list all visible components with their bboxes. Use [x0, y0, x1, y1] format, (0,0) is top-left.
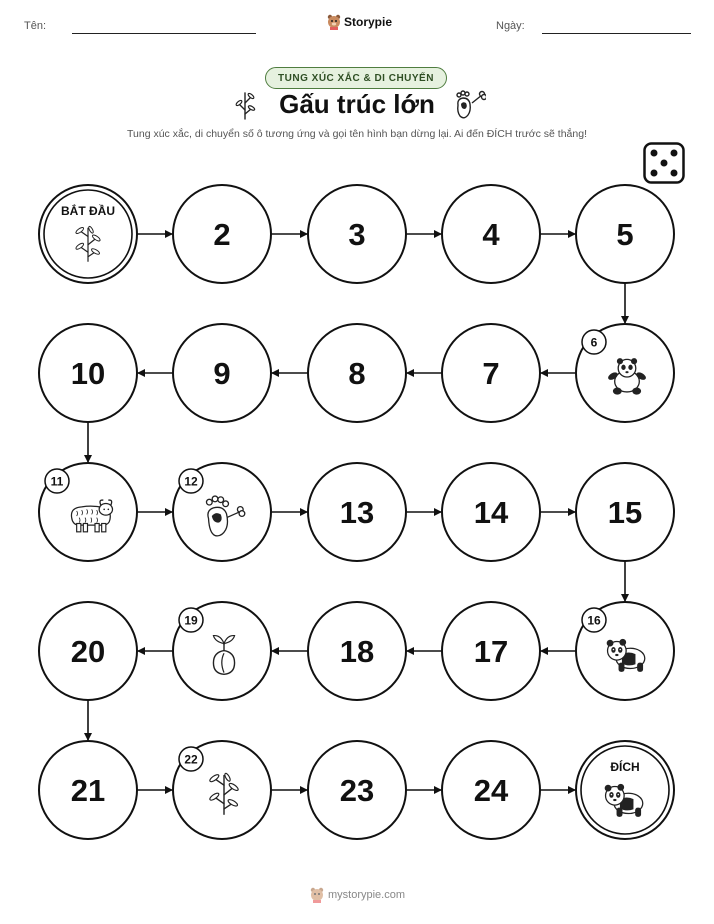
board-space-15[interactable]: [576, 463, 674, 561]
space-number: 18: [339, 634, 375, 669]
space-number: 24: [473, 773, 509, 808]
space-number: 11: [50, 474, 64, 489]
footer-url: mystorypie.com: [328, 889, 406, 901]
board-space-3[interactable]: [308, 185, 406, 283]
board-space-2[interactable]: [173, 185, 271, 283]
board-space-7[interactable]: [442, 324, 540, 422]
board-space-25[interactable]: [576, 741, 674, 839]
board-space-17[interactable]: [442, 602, 540, 700]
space-number: 20: [70, 634, 106, 669]
space-number: 13: [339, 495, 375, 530]
board-space-12[interactable]: [173, 463, 271, 561]
space-number: 14: [473, 495, 509, 530]
space-number: 21: [70, 773, 106, 808]
board-space-5[interactable]: [576, 185, 674, 283]
board-space-9[interactable]: [173, 324, 271, 422]
space-number: 3: [348, 217, 366, 252]
space-number: 16: [587, 613, 601, 628]
board-space-23[interactable]: [308, 741, 406, 839]
space-number: 17: [473, 634, 509, 669]
board-space-13[interactable]: [308, 463, 406, 561]
board-space-22[interactable]: [173, 741, 271, 839]
space-number: 12: [184, 474, 198, 489]
space-number: 8: [348, 356, 366, 391]
board-space-19[interactable]: [173, 602, 271, 700]
board-space-1[interactable]: [39, 185, 137, 283]
date-label: Ngày:: [496, 20, 525, 32]
space-number: 9: [213, 356, 231, 391]
storypie-mascot-icon: [310, 887, 324, 903]
board-space-16[interactable]: [576, 602, 674, 700]
board-space-11[interactable]: [39, 463, 137, 561]
board-space-24[interactable]: [442, 741, 540, 839]
board-space-10[interactable]: [39, 324, 137, 422]
space-number: 5: [616, 217, 634, 252]
space-number: 6: [590, 335, 598, 350]
footer: [310, 887, 405, 903]
space-number: 23: [339, 773, 375, 808]
space-number: 19: [184, 613, 198, 628]
space-circle: [576, 741, 674, 839]
board-space-18[interactable]: [308, 602, 406, 700]
board-space-20[interactable]: [39, 602, 137, 700]
page-title: Gấu trúc lớn: [279, 89, 435, 119]
space-number: 22: [184, 752, 198, 767]
space-number: 2: [213, 217, 231, 252]
activity-badge: TUNG XÚC XẮC & DI CHUYỂN: [265, 67, 447, 89]
board-space-21[interactable]: [39, 741, 137, 839]
board-space-4[interactable]: [442, 185, 540, 283]
space-number: 4: [482, 217, 500, 252]
finish-label: ĐÍCH: [610, 760, 640, 774]
space-number: 7: [482, 356, 500, 391]
instructions: Tung xúc xắc, di chuyển số ô tương ứng và gọi tên hình bạn dừng lại. Ai đến ĐÍCH trước sẽ thắng!: [126, 128, 587, 140]
board-space-14[interactable]: [442, 463, 540, 561]
start-label: BẮT ĐẦU: [61, 204, 115, 218]
space-number: 15: [607, 495, 643, 530]
space-number: 10: [70, 356, 106, 391]
board-space-6[interactable]: [576, 324, 674, 422]
brand-name: Storypie: [344, 15, 393, 29]
name-label: Tên:: [24, 20, 47, 32]
board-space-8[interactable]: [308, 324, 406, 422]
